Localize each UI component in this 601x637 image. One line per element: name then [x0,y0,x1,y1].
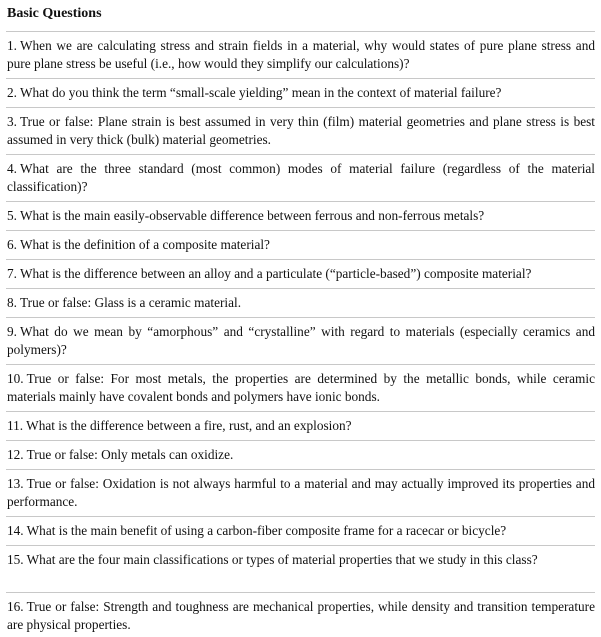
question-text: What is the difference between an alloy and a particulate (“particle-based”) composite material? [19,266,532,281]
question-list [6,113,595,154]
divider [6,31,595,32]
question-item [6,370,595,411]
question-number: 4. [7,161,17,176]
question-list [6,160,595,201]
divider [6,317,595,318]
question-text: True or false: Plane strain is best assumed in very thin (film) material geometries and plane stress is best assumed in very thick (bulk) material geometries. [7,114,595,147]
divider [6,201,595,202]
question-item [6,84,595,107]
question-text: What is the main benefit of using a carbon-fiber composite frame for a racecar or bicycle? [26,523,507,538]
question-number: 13. [7,476,24,491]
question-text: True or false: For most metals, the properties are determined by the metallic bonds, while ceramic materials mainly have covalent bonds and polymers have ionic bonds. [7,371,595,404]
question-list [6,551,595,592]
question-text: What is the difference between a fire, rust, and an explosion? [26,418,352,433]
question-number: 7. [7,266,17,281]
question-number: 16. [7,599,24,614]
question-item [6,37,595,78]
question-item [6,446,595,469]
divider [6,440,595,441]
question-text: True or false: Strength and toughness are mechanical properties, while density and transition temperature are physical properties. [7,599,595,632]
question-list [6,598,595,636]
question-list [6,323,595,364]
question-number: 1. [7,38,17,53]
question-list [6,37,595,78]
divider [6,78,595,79]
question-number: 14. [7,523,24,538]
question-text: True or false: Only metals can oxidize. [26,447,234,462]
question-item [6,323,595,364]
divider [6,154,595,155]
question-text: When we are calculating stress and strain fields in a material, why would states of pure plane stress and pure plane stress be useful (i.e., how would they simplify our calculations)? [7,38,595,71]
question-number: 2. [7,85,17,100]
question-text: True or false: Oxidation is not always harmful to a material and may actually improved its properties and performance. [7,476,595,509]
question-list [6,265,595,288]
divider [6,259,595,260]
question-list [6,475,595,516]
divider [6,592,595,593]
question-item [6,113,595,154]
question-item [6,294,595,317]
question-text: What is the definition of a composite material? [19,237,270,252]
question-list [6,207,595,230]
document-title: Basic Questions [7,6,102,21]
question-number: 8. [7,295,17,310]
question-text: What do you think the term “small-scale yielding” mean in the context of material failure? [19,85,502,100]
question-item [6,551,595,592]
question-item [6,417,595,440]
question-number: 9. [7,324,17,339]
question-text: What are the three standard (most common) modes of material failure (regardless of the material classification)? [7,161,595,194]
question-number: 15. [7,552,24,567]
question-list [6,236,595,259]
question-item [6,236,595,259]
divider [6,411,595,412]
question-list [6,522,595,545]
divider [6,288,595,289]
question-text: What do we mean by “amorphous” and “crystalline” with regard to materials (especially ceramics and polymers)? [7,324,595,357]
divider [6,230,595,231]
question-text: What are the four main classifications or types of material properties that we study in this class? [26,552,538,567]
question-list [6,417,595,440]
divider [6,469,595,470]
question-number: 6. [7,237,17,252]
divider [6,516,595,517]
question-text: True or false: Glass is a ceramic material. [19,295,242,310]
question-item [6,160,595,201]
question-number: 3. [7,114,17,129]
question-number: 11. [7,418,24,433]
question-list [6,84,595,107]
question-list [6,294,595,317]
divider [6,364,595,365]
question-number: 10. [7,371,24,386]
question-item [6,475,595,516]
divider [6,107,595,108]
question-item [6,207,595,230]
divider [6,545,595,546]
question-text: What is the main easily-observable difference between ferrous and non-ferrous metals? [19,208,485,223]
question-item [6,265,595,288]
question-number: 5. [7,208,17,223]
question-list [6,446,595,469]
question-item [6,598,595,636]
question-item [6,522,595,545]
question-list [6,370,595,411]
question-number: 12. [7,447,24,462]
